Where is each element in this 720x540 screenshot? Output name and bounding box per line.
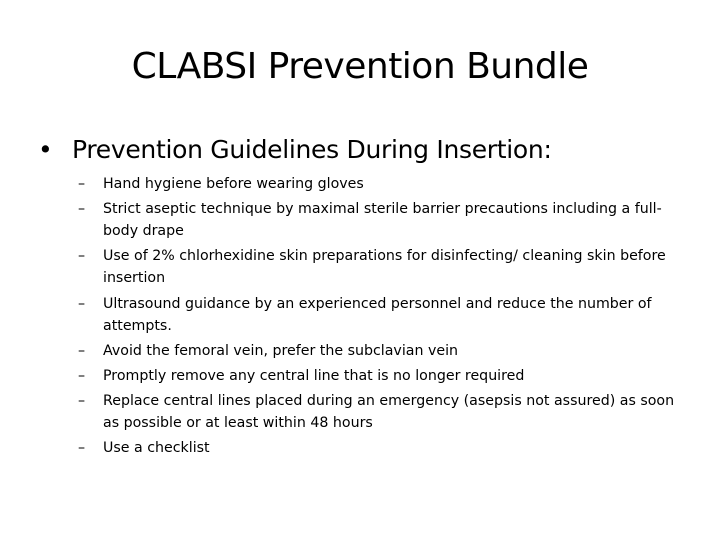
bullet-icon: • bbox=[38, 135, 53, 164]
dash-icon: – bbox=[78, 248, 86, 265]
sub-bullet-list bbox=[78, 173, 688, 463]
dash-icon: – bbox=[78, 342, 86, 359]
sub-bullet-text: Ultrasound guidance by an experienced personnel and reduce the number of attempts. bbox=[103, 295, 652, 334]
sub-bullet-item bbox=[78, 437, 688, 459]
sub-bullet-text: Replace central lines placed during an emergency (asepsis not assured) as soon as possible or at least within 48 hours bbox=[103, 393, 675, 432]
sub-bullet-text: Strict aseptic technique by maximal sterile barrier precautions including a full-body drape bbox=[103, 201, 662, 240]
sub-bullet-text: Avoid the femoral vein, prefer the subclavian vein bbox=[103, 342, 459, 359]
dash-icon: – bbox=[78, 176, 86, 192]
slide-title: CLABSI Prevention Bundle bbox=[131, 46, 589, 87]
dash-icon: – bbox=[78, 367, 86, 384]
dash-icon: – bbox=[78, 201, 86, 218]
main-bullet-text: Prevention Guidelines During Insertion: bbox=[72, 135, 552, 164]
dash-icon: – bbox=[78, 393, 86, 410]
sub-bullet-item bbox=[78, 198, 688, 242]
sub-bullet-item bbox=[78, 365, 688, 387]
sub-bullet-text: Use a checklist bbox=[103, 440, 210, 457]
sub-bullet-text: Promptly remove any central line that is no longer required bbox=[103, 367, 525, 384]
sub-bullet-text: Hand hygiene before wearing gloves bbox=[103, 176, 364, 192]
sub-bullet-item bbox=[78, 340, 688, 362]
sub-bullet-item bbox=[78, 173, 688, 195]
sub-bullet-item bbox=[78, 245, 688, 289]
dash-icon: – bbox=[78, 440, 86, 457]
dash-icon: – bbox=[78, 295, 86, 312]
sub-bullet-item bbox=[78, 293, 688, 337]
sub-bullet-item bbox=[78, 390, 688, 434]
main-bullet bbox=[38, 132, 678, 168]
sub-bullet-text: Use of 2% chlorhexidine skin preparations for disinfecting/ cleaning skin before insertion bbox=[103, 248, 666, 287]
